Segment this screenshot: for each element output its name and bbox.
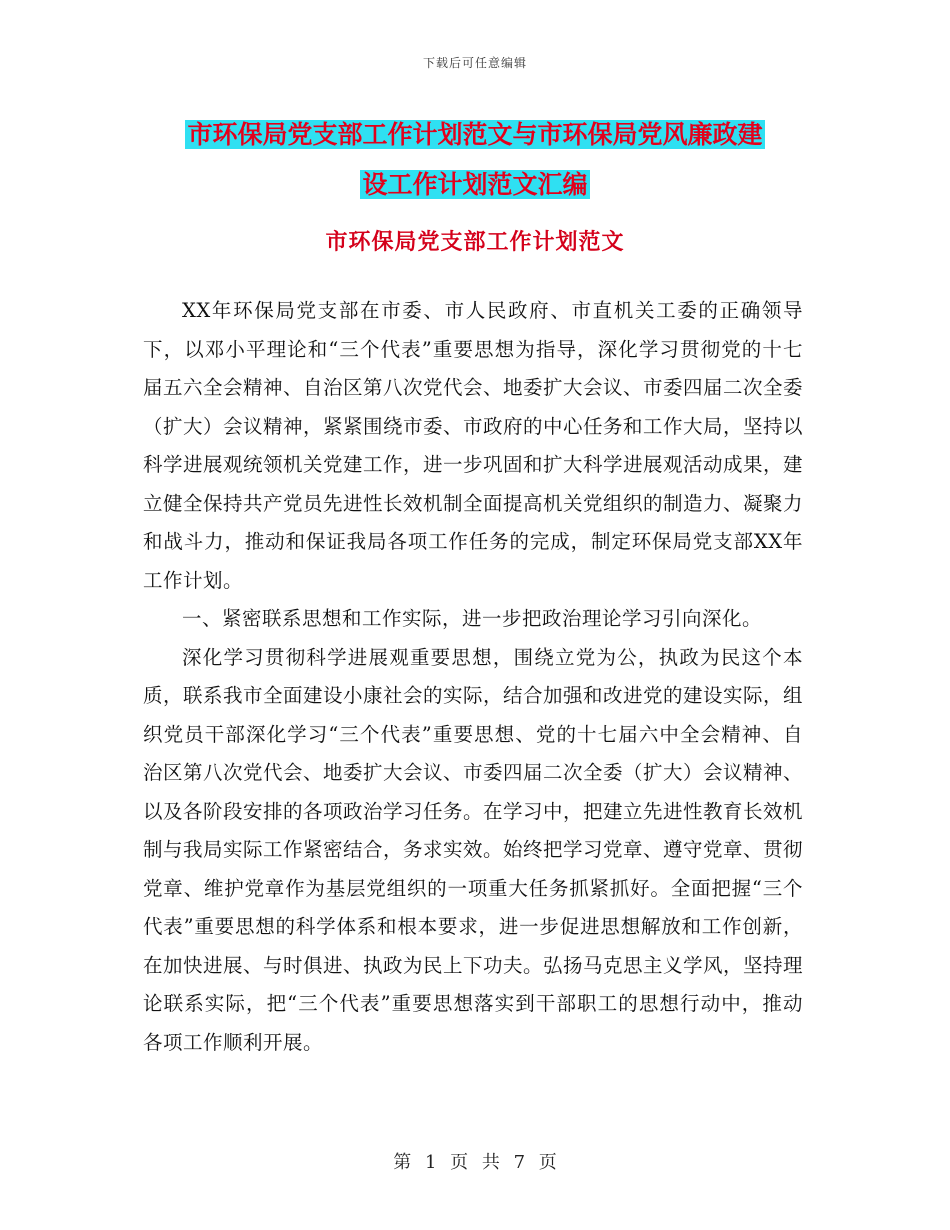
header-note: 下载后可任意编辑 — [422, 56, 527, 70]
paragraph-study: 深化学习贯彻科学进展观重要思想，围绕立党为公，执政为民这个本质，联系我市全面建设小康社会的实际，结合加强和改进党的建设实际，组织党员干部深化学习“三个代表”重要思想、党的十七届六中全会精神、自治区第八次党代会、地委扩大会议、市委四届二次全委（扩大）会议精神、以及各阶段安排的各项政治学习任务。在学习中，把建立先进性教育长效机制与我局实际工作紧密结合，务求实效。始终把学习党章、遵守党章、贯彻党章、维护党章作为基层党组织的一项重大任务抓紧抓好。全面把握“三个代表”重要思想的科学体系和根本要求，进一步促进思想解放和工作创新，在加快进展、与时俱进、执政为民上下功夫。弘扬马克思主义学风，坚持理论联系实际，把“三个代表”重要思想落实到干部职工的思想行动中，推动各项工作顺利开展。 — [143, 645, 804, 1054]
document-title-line-1: 市环保局党支部工作计划范文与市环保局党风廉政建 — [187, 120, 763, 149]
paragraph-intro: XX年环保局党支部在市委、市人民政府、市直机关工委的正确领导下，以邓小平理论和“三个代表”重要思想为指导，深化学习贯彻党的十七届五六全会精神、自治区第八次党代会、地委扩大会议、市委四届二次全委（扩大）会议精神，紧紧围绕市委、市政府的中心任务和工作大局，坚持以科学进展观统领机关党建工作，进一步巩固和扩大科学进展观活动成果，建立健全保持共产党员先进性长效机制全面提高机关党组织的制造力、凝聚力和战斗力，推动和保证我局各项工作任务的完成，制定环保局党支部XX年工作计划。 — [143, 299, 804, 592]
section-title: 市环保局党支部工作计划范文 — [325, 229, 625, 255]
paragraph-heading-1: 一、紧密联系思想和工作实际，进一步把政治理论学习引向深化。 — [182, 607, 763, 630]
page-footer: 第 1 页 共 7 页 — [393, 1152, 557, 1173]
document-title — [0, 110, 950, 210]
document-body — [143, 292, 803, 1062]
document-title-line-2: 设工作计划范文汇编 — [362, 170, 588, 199]
